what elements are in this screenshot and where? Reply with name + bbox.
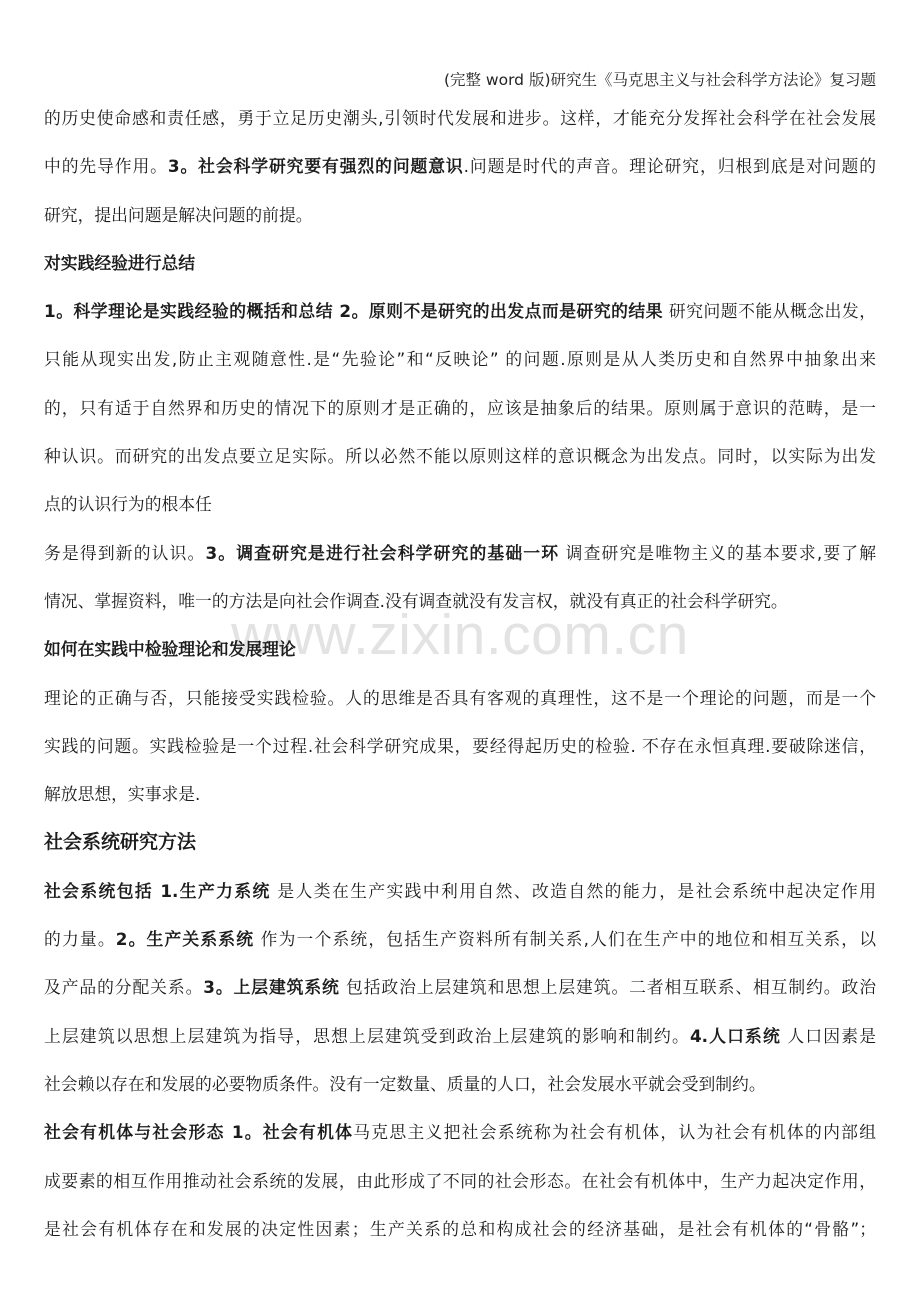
line-text: 解放思想，实事求是. — [44, 784, 201, 805]
body-line — [44, 529, 876, 577]
line-text: 作为一个系统，包括生产资料所有制关系,人们在生产中的地位和相互关系，以 — [254, 929, 876, 950]
section-heading — [44, 625, 876, 673]
line-text: 情况、掌握资料，唯一的方法是向社会作调查.没有调查就没有发言权，就没有真正的社会科学研究。 — [44, 590, 788, 611]
heading-text: 社会系统研究方法 — [44, 831, 197, 854]
bold-term: 3。上层建筑系统 — [203, 977, 340, 998]
line-text: 上层建筑以思想上层建筑为指导，思想上层建筑受到政治上层建筑的影响和制约。 — [44, 1025, 690, 1046]
body-line — [44, 94, 876, 142]
bold-term: 4.人口系统 — [689, 1025, 781, 1046]
heading-text: 对实践经验进行总结 — [44, 252, 196, 273]
body-line — [44, 577, 876, 625]
body-line — [44, 287, 876, 335]
body-line — [44, 1205, 876, 1253]
line-text: 务是得到新的认识。 — [44, 542, 206, 563]
heading-text: 如何在实践中检验理论和发展理论 — [44, 639, 296, 660]
line-text: 研究，提出问题是解决问题的前提。 — [44, 204, 313, 225]
line-text: 是社会有机体存在和发展的决定性因素；生产关系的总和构成社会的经济基础，是社会有机体的“骨骼”； — [44, 1218, 876, 1239]
body-line — [44, 674, 876, 722]
line-text: 人口因素是 — [780, 1025, 876, 1046]
body-line — [44, 335, 876, 383]
body-line — [44, 432, 876, 480]
line-text: 的，只有适于自然界和历史的情况下的原则才是正确的，应该是抽象后的结果。原则属于意识的范畴，是一 — [44, 397, 876, 418]
bold-term: 3。社会科学研究要有强烈的问题意识 — [167, 156, 464, 177]
line-text: 成要素的相互作用推动社会系统的发展，由此形成了不同的社会形态。在社会有机体中，生产力起决定作用， — [44, 1170, 876, 1191]
body-line — [44, 915, 876, 963]
body-line — [44, 867, 876, 915]
line-text: 中的先导作用。 — [44, 156, 168, 177]
line-text: 理论的正确与否，只能接受实践检验。人的思维是否具有客观的真理性，这不是一个理论的问题，而是一个 — [44, 687, 876, 708]
body-line — [44, 480, 876, 528]
body-line — [44, 722, 876, 770]
page-header-title: (完整 word 版)研究生《马克思主义与社会科学方法论》复习题 — [443, 71, 876, 89]
body-line — [44, 963, 876, 1011]
line-text: 研究问题不能从概念出发， — [663, 301, 876, 322]
bold-term: 2。生产关系系统 — [115, 929, 255, 950]
document-body — [44, 94, 876, 1253]
line-text: 马克思主义把社会系统称为社会有机体，认为社会有机体的内部组 — [353, 1122, 876, 1143]
line-text: .问题是时代的声音。理论研究，归根到底是对问题的 — [463, 156, 876, 177]
bold-term: 社会系统包括 1.生产力系统 — [44, 880, 271, 901]
body-line — [44, 142, 876, 190]
line-text: 社会赖以存在和发展的必要物质条件。没有一定数量、质量的人口，社会发展水平就会受到制约。 — [44, 1073, 766, 1094]
line-text: 的力量。 — [44, 929, 116, 950]
watermark: www.zixin.com.cn — [231, 603, 689, 667]
body-line — [44, 191, 876, 239]
line-text: 包括政治上层建筑和思想上层建筑。二者相互联系、相互制约。政治 — [339, 977, 876, 998]
body-line — [44, 1060, 876, 1108]
bold-term: 1。科学理论是实践经验的概括和总结 2。原则不是研究的出发点而是研究的结果 — [44, 301, 664, 322]
line-text: 是人类在生产实践中利用自然、改造自然的能力，是社会系统中起决定作用 — [270, 880, 876, 901]
line-text: 实践的问题。实践检验是一个过程.社会科学研究成果，要经得起历史的检验. 不存在永恒真理.要破除迷信， — [44, 735, 876, 756]
body-line — [44, 1012, 876, 1060]
body-line — [44, 1157, 876, 1205]
body-line — [44, 1108, 876, 1156]
bold-term: 社会有机体与社会形态 1。社会有机体 — [44, 1122, 354, 1143]
line-text: 点的认识行为的根本任 — [44, 494, 212, 515]
line-text: 种认识。而研究的出发点要立足实际。所以必然不能以原则这样的意识概念为出发点。同时，以实际为出发 — [44, 446, 876, 467]
bold-term: 3。调查研究是进行社会科学研究的基础一环 — [205, 542, 560, 563]
line-text: 调查研究是唯物主义的基本要求,要了解 — [559, 542, 876, 563]
line-text: 只能从现实出发,防止主观随意性.是“先验论”和“反映论” 的问题.原则是从人类历史和自然界中抽象出来 — [44, 349, 876, 370]
section-heading — [44, 818, 876, 866]
section-heading — [44, 239, 876, 287]
body-line — [44, 770, 876, 818]
line-text: 及产品的分配关系。 — [44, 977, 204, 998]
line-text: 的历史使命感和责任感，勇于立足历史潮头,引领时代发展和进步。这样，才能充分发挥社会科学在社会发展 — [44, 108, 876, 128]
body-line — [44, 384, 876, 432]
